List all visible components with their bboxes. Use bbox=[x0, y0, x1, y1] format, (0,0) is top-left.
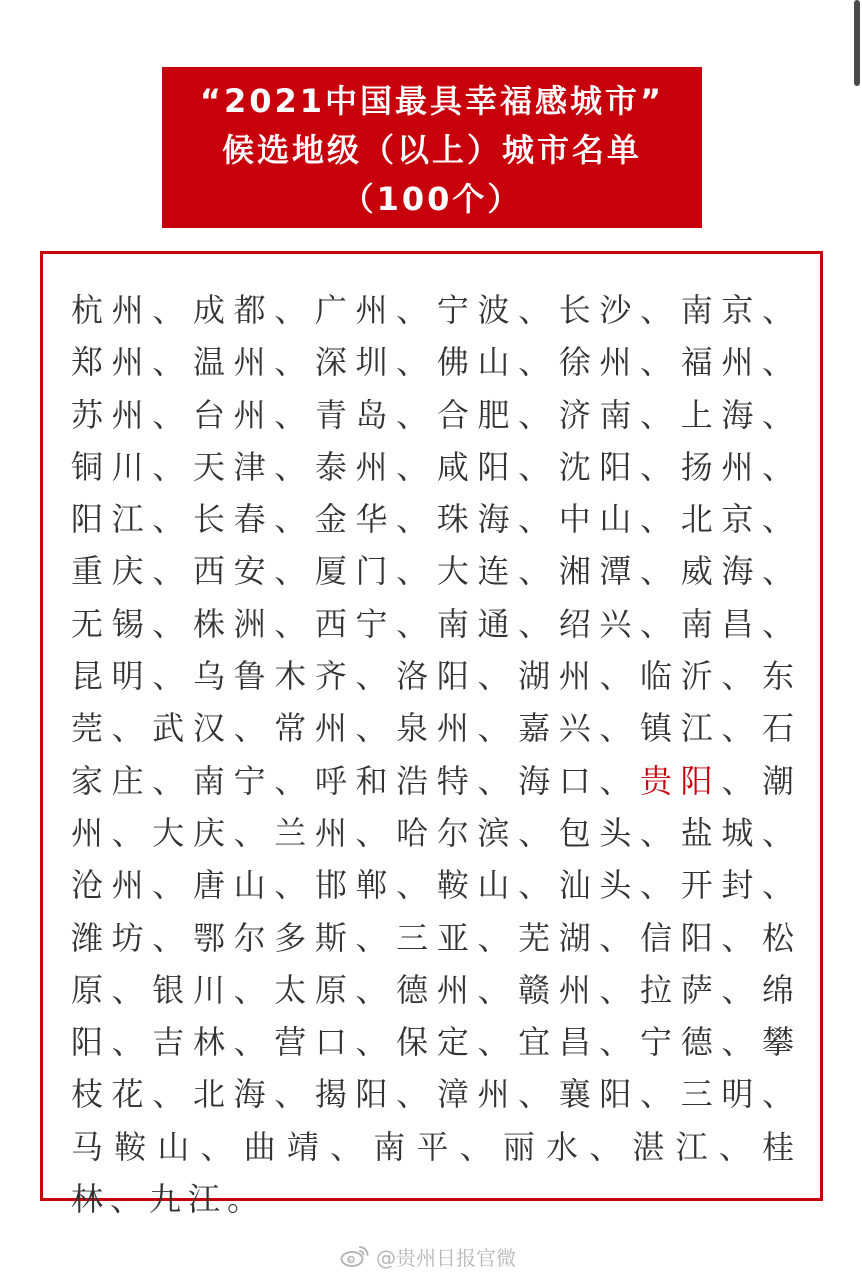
title-line-2: 候选地级（以上）城市名单 bbox=[221, 131, 642, 169]
title-line-1: “2021中国最具幸福感城市” bbox=[199, 82, 665, 120]
highlighted-city: 贵阳 bbox=[640, 761, 722, 800]
scrollbar[interactable] bbox=[854, 0, 860, 86]
watermark bbox=[340, 1240, 516, 1272]
city-list-part-1: 杭州、成都、广州、宁波、长沙、南京、郑州、温州、深圳、佛山、徐州、福州、苏州、台州、青岛、合肥、济南、上海、铜川、天津、泰州、咸阳、沈阳、扬州、阳江、长春、金华、珠海、中山、北京、重庆、西安、厦门、大连、湘潭、威海、无锡、株洲、西宁、南通、绍兴、南昌、昆明、乌鲁木齐、洛阳、湖州、临沂、东莞、武汉、常州、泉州、嘉兴、镇江、石家庄、南宁、呼和浩特、海口、 bbox=[71, 291, 801, 800]
title-line-3: （100个） bbox=[341, 180, 523, 218]
title-banner bbox=[162, 67, 702, 228]
city-list-part-2: 、潮州、大庆、兰州、哈尔滨、包头、盐城、沧州、唐山、邯郸、鞍山、汕头、开封、潍坊、鄂尔多斯、三亚、芜湖、信阳、松原、银川、太原、德州、赣州、拉萨、绵阳、吉林、营口、保定、宜昌、宁德、攀枝花、北海、揭阳、漳州、襄阳、三明、马鞍山、曲靖、南平、丽水、湛江、桂林、九江。 bbox=[71, 761, 801, 1219]
weibo-icon bbox=[340, 1244, 370, 1268]
city-list-box bbox=[40, 251, 823, 1219]
watermark-text: @贵州日报官微 bbox=[376, 1245, 516, 1270]
city-list-text bbox=[71, 284, 801, 1225]
